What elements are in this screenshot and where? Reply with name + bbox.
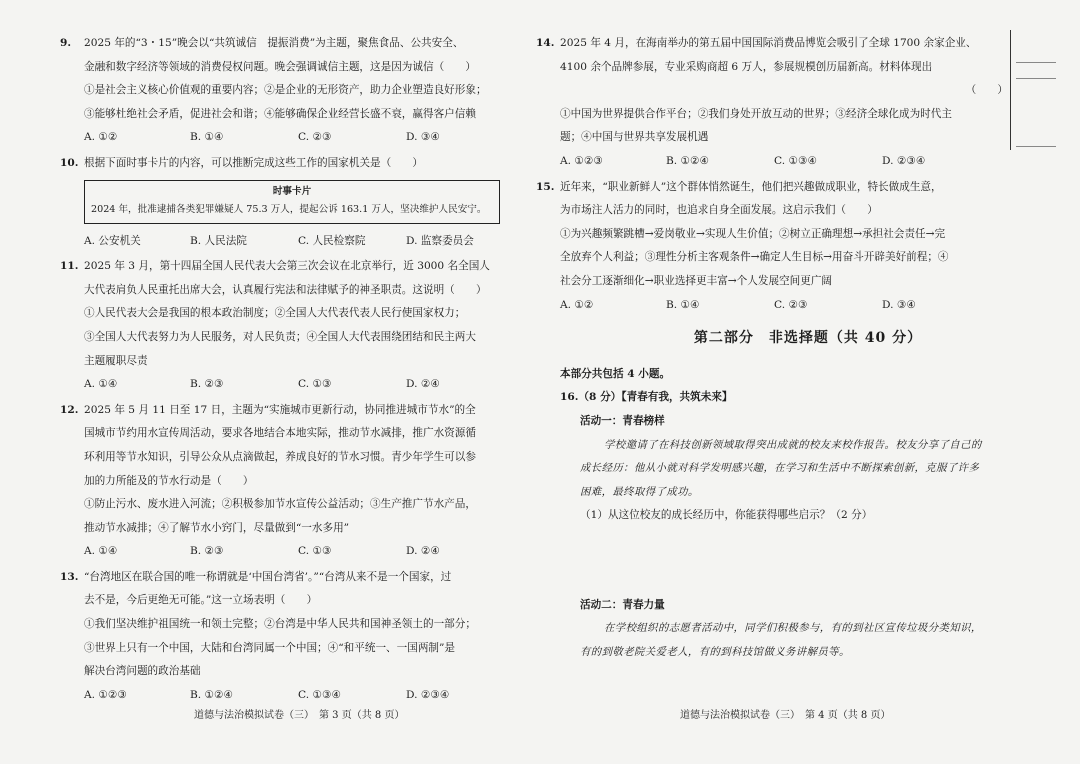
binding-tick — [1016, 146, 1056, 147]
choice-b: B. ①④ — [190, 131, 224, 144]
answer-paren: （ ） — [965, 84, 1008, 97]
choice-c: C. ①③④ — [774, 154, 817, 167]
choice-c: C. ①③ — [298, 378, 332, 391]
option-statement: ③能够杜绝社会矛盾，促进社会和谐；④能够确保企业经营长盛不衰，赢得客户信赖 — [84, 107, 476, 120]
news-card-title: 时事卡片 — [272, 185, 312, 197]
question-text: 大代表肩负人民重托出席大会，认真履行宪法和法律赋予的神圣职责。这说明（ ） — [84, 283, 487, 296]
choice-b: B. ②③ — [190, 545, 224, 558]
sub-question-1: （1）从这位校友的成长经历中，你能获得哪些启示？（2 分） — [580, 509, 873, 522]
choice-d: D. ③④ — [406, 131, 440, 144]
question-number: 11. — [60, 260, 79, 273]
page-footer: 道德与法治模拟试卷（三） 第 4 页（共 8 页） — [680, 710, 891, 722]
choice-d: D. ②③④ — [406, 688, 450, 701]
answer-choices — [84, 540, 540, 564]
option-statement: ①为兴趣频繁跳槽→爱岗敬业→实现人生价值；②树立正确理想→承担社会责任→完 — [560, 227, 946, 240]
activity-2-title: 活动二：青春力量 — [580, 598, 665, 611]
option-statement: ①人民代表大会是我国的根本政治制度；②全国人大代表代表人民行使国家权力； — [84, 307, 466, 320]
choice-b: B. ①②④ — [190, 688, 234, 701]
question-text: “台湾地区在联合国的唯一称谓就是‘中国台湾省’。”“台湾从来不是一个国家，过 — [84, 570, 452, 583]
answer-choices — [84, 230, 540, 254]
question-text: 加的力所能及的节水行动是（ ） — [84, 474, 254, 487]
activity-1-title: 活动一：青春榜样 — [580, 414, 665, 427]
choice-b: B. ②③ — [190, 378, 224, 391]
option-statement: ①防止污水、废水进入河流；②积极参加节水宣传公益活动；③生产推广节水产品， — [84, 498, 476, 511]
choice-a: A. ①④ — [84, 378, 118, 391]
choice-a: A. ①②③ — [560, 154, 603, 167]
section-note: 本部分共包括 4 小题。 — [560, 367, 671, 380]
question-text: 2025 年 3 月，第十四届全国人民代表大会第三次会议在北京举行，近 3000 名全国人 — [84, 260, 490, 273]
choice-c: C. ②③ — [774, 298, 808, 311]
option-statement: ③世界上只有一个中国，大陆和台湾同属一个中国；④“和平统一、一国两制”是 — [84, 641, 456, 654]
activity-2-text: 在学校组织的志愿者活动中，同学们积极参与，有的到社区宣传垃圾分类知识， — [604, 622, 982, 635]
activity-1-text: 困难，最终取得了成功。 — [580, 485, 699, 498]
choice-d: D. 监察委员会 — [406, 234, 474, 247]
question-text: 2025 年 5 月 11 日至 17 日，主题为“实施城市更新行动，协同推进城市节水”的全 — [84, 403, 476, 416]
news-card — [84, 180, 500, 224]
question-number: 12. — [60, 403, 79, 416]
choice-a: A. ①②③ — [84, 688, 127, 701]
choice-a: A. ①④ — [84, 545, 118, 558]
question-16 — [560, 386, 1080, 664]
question-number: 10. — [60, 156, 79, 169]
binding-line — [1010, 30, 1011, 150]
option-statement: ①中国为世界提供合作平台；②我们身处开放互动的世界；③经济全球化成为时代主 — [560, 107, 952, 120]
choice-b: B. ①②④ — [666, 154, 710, 167]
choice-b: B. 人民法院 — [190, 234, 247, 247]
question-text: 去不是，今后更绝无可能。”这一立场表明（ ） — [84, 594, 318, 607]
choice-c: C. 人民检察院 — [298, 234, 366, 247]
option-statement: 解决台湾问题的政治基础 — [84, 665, 201, 678]
activity-2-text: 有的到敬老院关爱老人，有的到科技馆做义务讲解员等。 — [580, 646, 850, 659]
option-statement: 推动节水减排；④了解节水小窍门，尽量做到“一水多用” — [84, 521, 350, 534]
page-footer: 道德与法治模拟试卷（三） 第 3 页（共 8 页） — [194, 710, 405, 722]
question-text: 金融和数字经济等领域的消费侵权问题。晚会强调诚信主题，这是因为诚信（ ） — [84, 60, 476, 73]
choice-c: C. ①③ — [298, 545, 332, 558]
question-text: 为市场注人活力的同时，也追求自身全面发展。这启示我们（ ） — [560, 204, 878, 217]
option-statement: ①是社会主义核心价值观的重要内容；②是企业的无形资产，助力企业塑造良好形象； — [84, 84, 487, 97]
choice-d: D. ②④ — [406, 378, 440, 391]
choice-c: C. ①③④ — [298, 688, 341, 701]
question-12 — [60, 399, 540, 564]
choice-d: D. ②④ — [406, 545, 440, 558]
question-13 — [60, 566, 540, 708]
choice-d: D. ③④ — [882, 298, 916, 311]
question-text: 2025 年的“3・15”晚会以“共筑诚信 提振消费”为主题，聚焦食品、公共安全、 — [84, 37, 464, 49]
question-text: 根据下面时事卡片的内容，可以推断完成这些工作的国家机关是（ ） — [84, 156, 423, 169]
binding-edge-marks — [990, 0, 1080, 200]
option-statement: ③全国人大代表努力为人民服务，对人民负责；④全国人大代表围绕团结和民主两大 — [84, 330, 476, 343]
question-10 — [60, 152, 540, 253]
choice-a: A. ①② — [84, 131, 118, 144]
binding-tick — [1016, 78, 1056, 79]
choice-d: D. ②③④ — [882, 154, 926, 167]
question-16-head: 16.（8 分）【青春有我，共筑未来】 — [560, 391, 733, 404]
question-number: 9. — [60, 37, 72, 49]
option-statement: 题；④中国与世界共享发展机遇 — [560, 131, 709, 144]
question-text: 国城市节约用水宣传周活动，要求各地结合本地实际，推动节水减排，推广水资源循 — [84, 427, 476, 440]
option-statement: ①我们坚决维护祖国统一和领土完整；②台湾是中华人民共和国神圣领土的一部分； — [84, 618, 476, 631]
question-9 — [60, 32, 540, 150]
question-text: 近年来，“职业新鲜人”这个群体悄然诞生，他们把兴趣做成职业，特长做成生意， — [560, 180, 942, 193]
answer-choices — [84, 373, 540, 397]
news-card-text: 2024 年，批准逮捕各类犯罪嫌疑人 75.3 万人，提起公诉 163.1 万人，坚决维护人民安宁。 — [91, 203, 487, 215]
answer-choices — [84, 126, 540, 150]
choice-c: C. ②③ — [298, 131, 332, 144]
choice-b: B. ①④ — [666, 298, 700, 311]
question-text: 2025 年 4 月，在海南举办的第五届中国国际消费品博览会吸引了全球 1700 余家企业、 — [560, 37, 977, 49]
question-number: 14. — [536, 37, 555, 49]
question-number: 13. — [60, 570, 79, 583]
answer-space[interactable] — [560, 528, 1080, 594]
answer-choices — [560, 294, 1080, 318]
choice-a: A. 公安机关 — [84, 234, 141, 247]
choice-a: A. ①② — [560, 298, 594, 311]
activity-1-text: 学校邀请了在科技创新领域取得突出成就的校友来校作报告。校友分享了自己的 — [604, 438, 982, 451]
section-title: 第二部分 非选择题（共 40 分） — [693, 330, 923, 347]
option-statement: 全放弃个人利益；③理性分析主客观条件→确定人生目标→用奋斗开辟美好前程；④ — [560, 251, 949, 264]
option-statement: 主题履职尽责 — [84, 354, 148, 367]
question-text: 4100 余个品牌参展，专业采购商超 6 万人，参展规模创历届新高。材料体现出 — [560, 60, 933, 73]
activity-1-text: 成长经历：他从小就对科学发明感兴趣，在学习和生活中不断探索创新，克服了许多 — [580, 462, 980, 475]
question-number: 15. — [536, 180, 555, 193]
option-statement: 社会分工逐渐细化→职业选择更丰富→个人发展空间更广阔 — [560, 274, 833, 287]
binding-tick — [1016, 62, 1056, 63]
question-11 — [60, 255, 540, 397]
question-text: 环利用等节水知识，引导公众从点滴做起，养成良好的节水习惯。青少年学生可以参 — [84, 450, 476, 463]
